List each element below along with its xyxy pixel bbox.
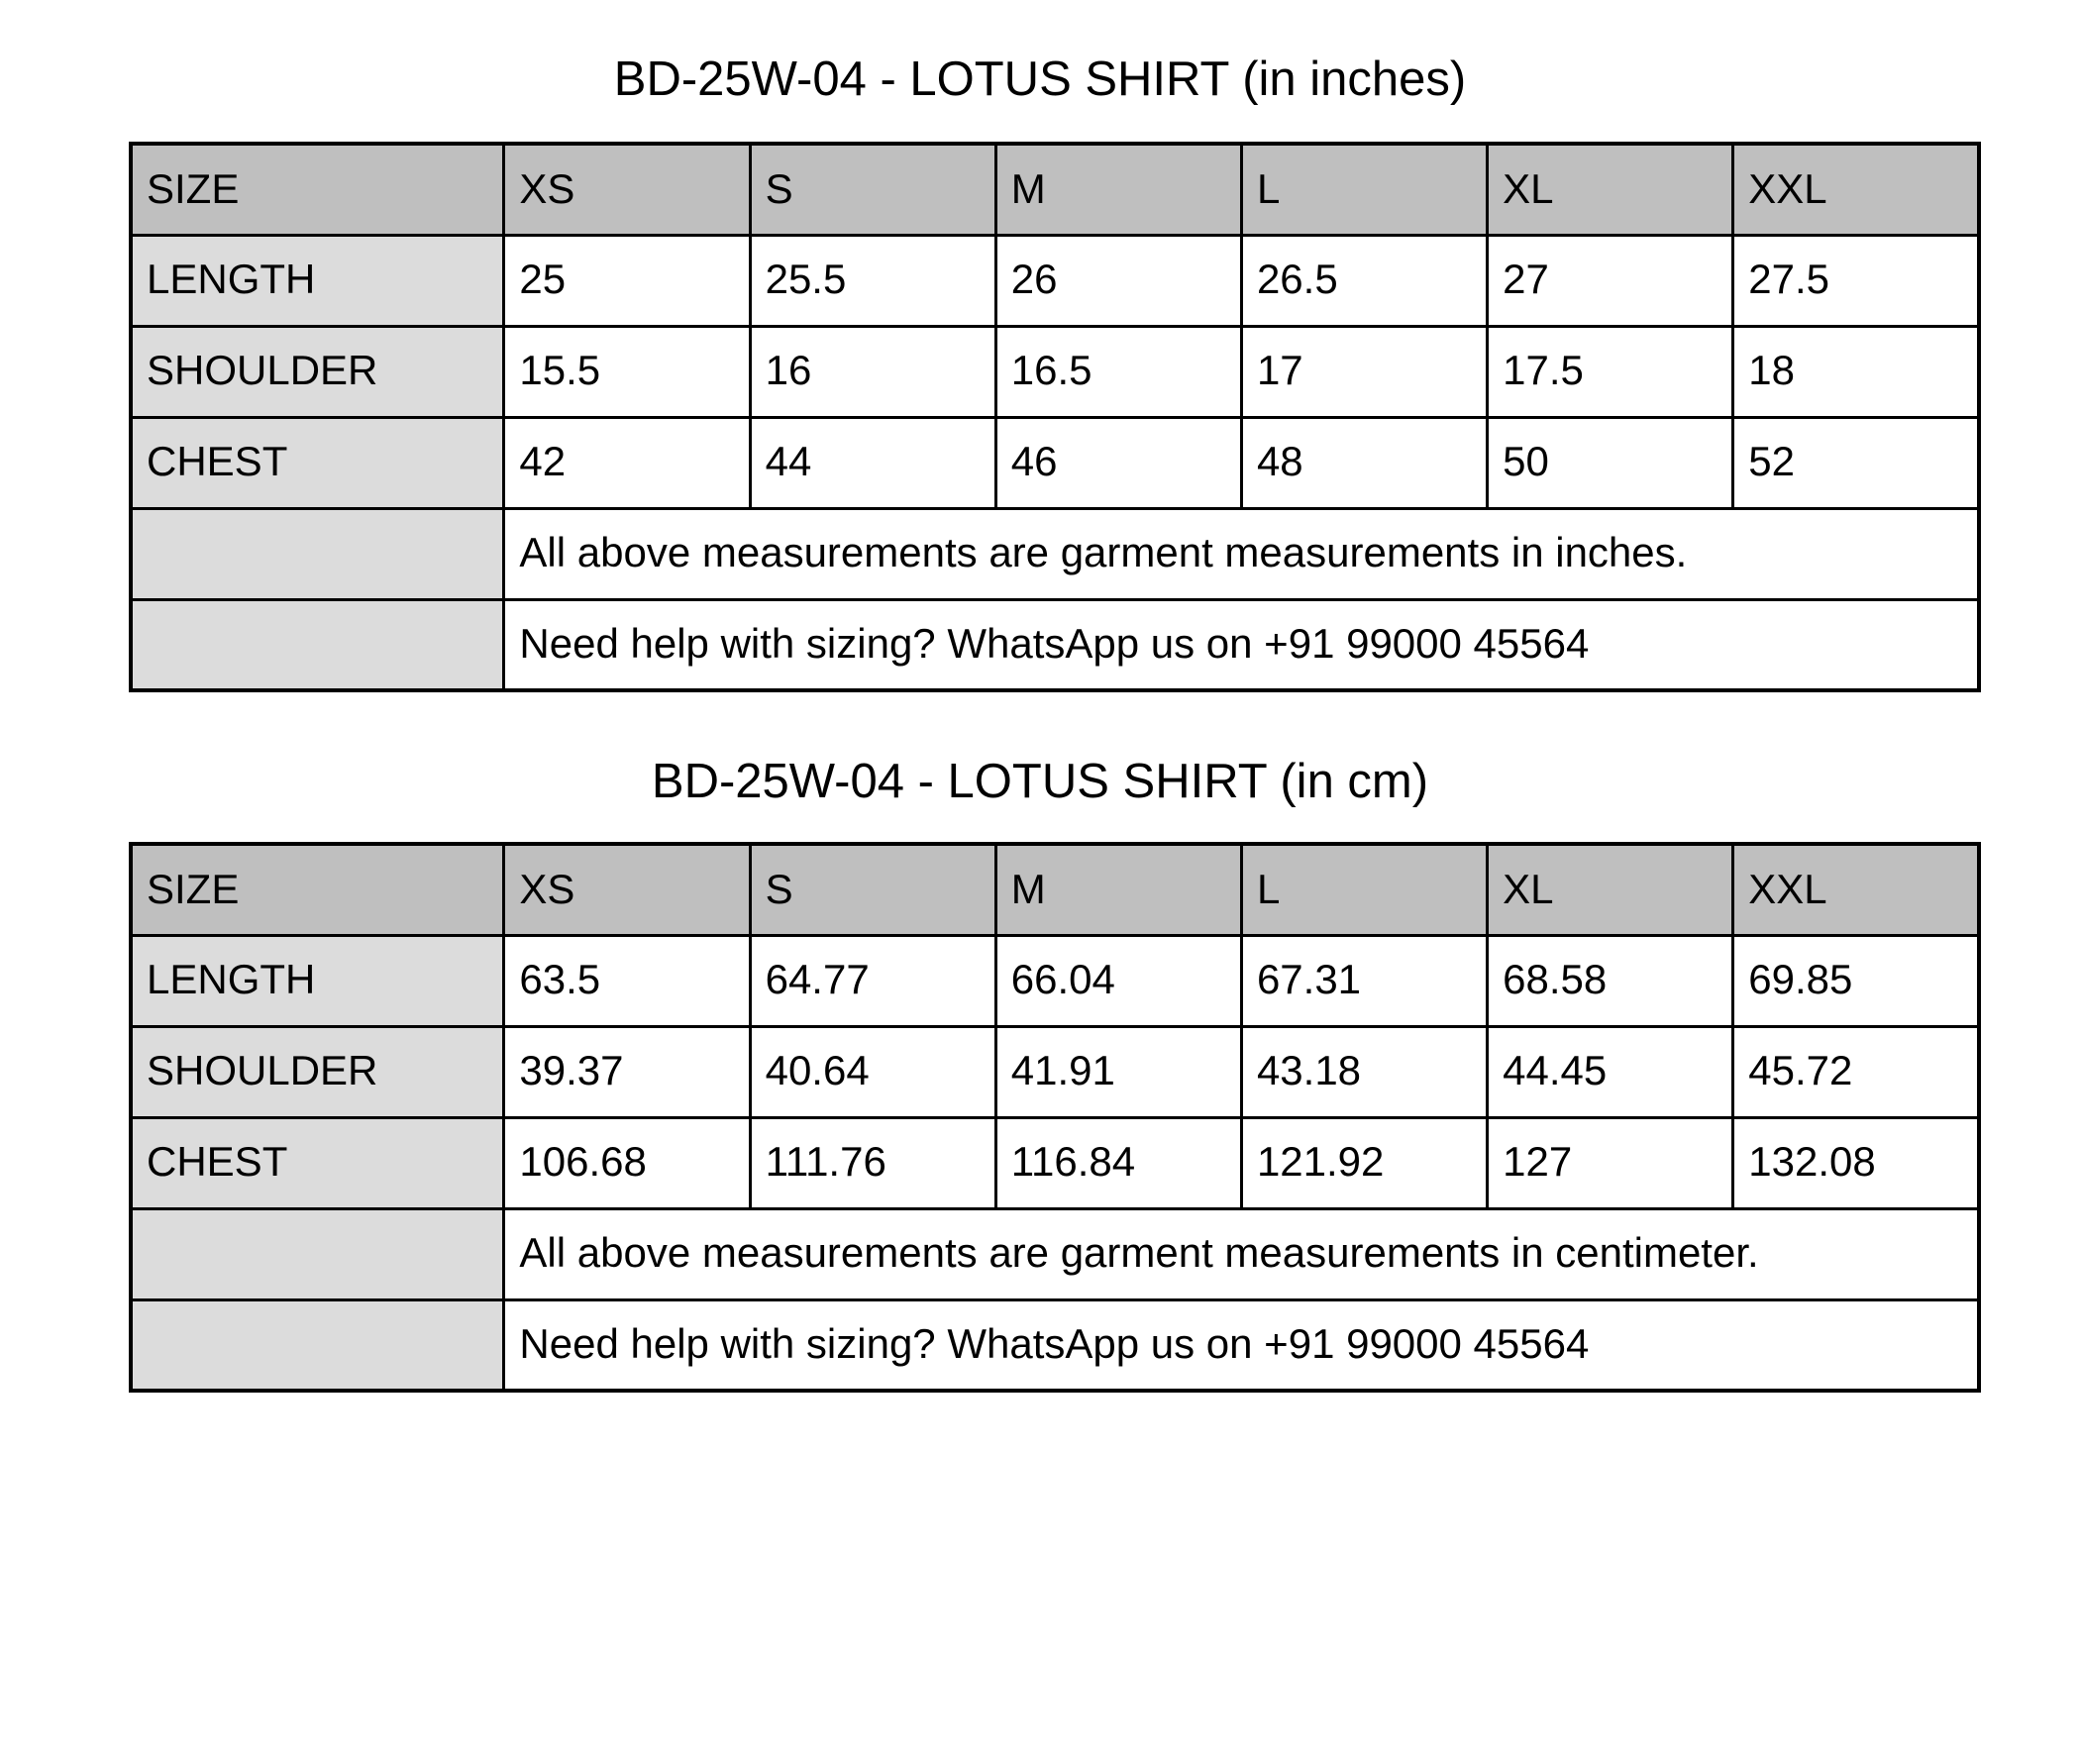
cell-shoulder-s: 16: [750, 326, 995, 417]
table-row: [131, 935, 1979, 1026]
cell-shoulder-m: 41.91: [995, 1026, 1241, 1117]
header-cell-xxl: XXL: [1733, 144, 1979, 235]
note-row-spacer: [131, 599, 504, 690]
cell-length-xs: 25: [504, 235, 750, 326]
cell-chest-xxl: 52: [1733, 417, 1979, 508]
table-note-row: [131, 508, 1979, 599]
cell-shoulder-l: 17: [1241, 326, 1487, 417]
header-cell-s: S: [750, 844, 995, 935]
cell-chest-xs: 106.68: [504, 1117, 750, 1208]
table-row: [131, 326, 1979, 417]
cell-length-l: 67.31: [1241, 935, 1487, 1026]
header-cell-xs: XS: [504, 844, 750, 935]
note-row-spacer: [131, 508, 504, 599]
header-cell-l: L: [1241, 144, 1487, 235]
cm-chart-title: BD-25W-04 - LOTUS SHIRT (in cm): [651, 755, 1429, 808]
table-row: [131, 1117, 1979, 1208]
cell-length-l: 26.5: [1241, 235, 1487, 326]
header-cell-m: M: [995, 844, 1241, 935]
cell-length-m: 26: [995, 235, 1241, 326]
cell-chest-l: 121.92: [1241, 1117, 1487, 1208]
header-cell-size: SIZE: [131, 144, 504, 235]
header-cell-l: L: [1241, 844, 1487, 935]
cell-shoulder-xl: 44.45: [1488, 1026, 1733, 1117]
table-header-row: [131, 844, 1979, 935]
table-header-row: [131, 144, 1979, 235]
header-cell-xl: XL: [1488, 144, 1733, 235]
cell-shoulder-xs: 39.37: [504, 1026, 750, 1117]
header-cell-size: SIZE: [131, 844, 504, 935]
cell-chest-l: 48: [1241, 417, 1487, 508]
cell-length-xxl: 69.85: [1733, 935, 1979, 1026]
cm-size-table: [129, 842, 1981, 1393]
cell-length-xs: 63.5: [504, 935, 750, 1026]
cell-shoulder-xxl: 18: [1733, 326, 1979, 417]
row-label-chest: CHEST: [131, 417, 504, 508]
table-row: [131, 235, 1979, 326]
note-measurements-unit: All above measurements are garment measurements in inches.: [504, 508, 1979, 599]
size-chart-page: [0, 52, 2080, 1764]
cell-shoulder-xxl: 45.72: [1733, 1026, 1979, 1117]
cell-length-xl: 27: [1488, 235, 1733, 326]
row-label-chest: CHEST: [131, 1117, 504, 1208]
cell-chest-m: 116.84: [995, 1117, 1241, 1208]
cell-chest-xxl: 132.08: [1733, 1117, 1979, 1208]
cell-length-s: 25.5: [750, 235, 995, 326]
table-note-row: [131, 599, 1979, 690]
cell-shoulder-xl: 17.5: [1488, 326, 1733, 417]
table-row: [131, 1026, 1979, 1117]
row-label-shoulder: SHOULDER: [131, 1026, 504, 1117]
cell-chest-xs: 42: [504, 417, 750, 508]
cell-length-m: 66.04: [995, 935, 1241, 1026]
inches-chart-title: BD-25W-04 - LOTUS SHIRT (in inches): [613, 52, 1467, 106]
header-cell-xxl: XXL: [1733, 844, 1979, 935]
cell-shoulder-s: 40.64: [750, 1026, 995, 1117]
header-cell-m: M: [995, 144, 1241, 235]
row-label-length: LENGTH: [131, 935, 504, 1026]
cell-shoulder-l: 43.18: [1241, 1026, 1487, 1117]
row-label-shoulder: SHOULDER: [131, 326, 504, 417]
note-row-spacer: [131, 1299, 504, 1391]
table-note-row: [131, 1208, 1979, 1299]
note-whatsapp-help: Need help with sizing? WhatsApp us on +91 99000 45564: [504, 1299, 1979, 1391]
cell-length-xl: 68.58: [1488, 935, 1733, 1026]
row-label-length: LENGTH: [131, 235, 504, 326]
cm-table-wrapper: [129, 842, 1981, 1393]
cell-chest-s: 44: [750, 417, 995, 508]
inches-size-table: [129, 142, 1981, 692]
header-cell-s: S: [750, 144, 995, 235]
table-row: [131, 417, 1979, 508]
cell-shoulder-xs: 15.5: [504, 326, 750, 417]
note-row-spacer: [131, 1208, 504, 1299]
inches-table-wrapper: [129, 142, 1981, 692]
note-whatsapp-help: Need help with sizing? WhatsApp us on +91 99000 45564: [504, 599, 1979, 690]
cell-length-s: 64.77: [750, 935, 995, 1026]
cell-chest-xl: 50: [1488, 417, 1733, 508]
cell-chest-m: 46: [995, 417, 1241, 508]
cell-length-xxl: 27.5: [1733, 235, 1979, 326]
cell-shoulder-m: 16.5: [995, 326, 1241, 417]
note-measurements-unit: All above measurements are garment measurements in centimeter.: [504, 1208, 1979, 1299]
table-note-row: [131, 1299, 1979, 1391]
header-cell-xl: XL: [1488, 844, 1733, 935]
cell-chest-xl: 127: [1488, 1117, 1733, 1208]
cell-chest-s: 111.76: [750, 1117, 995, 1208]
header-cell-xs: XS: [504, 144, 750, 235]
